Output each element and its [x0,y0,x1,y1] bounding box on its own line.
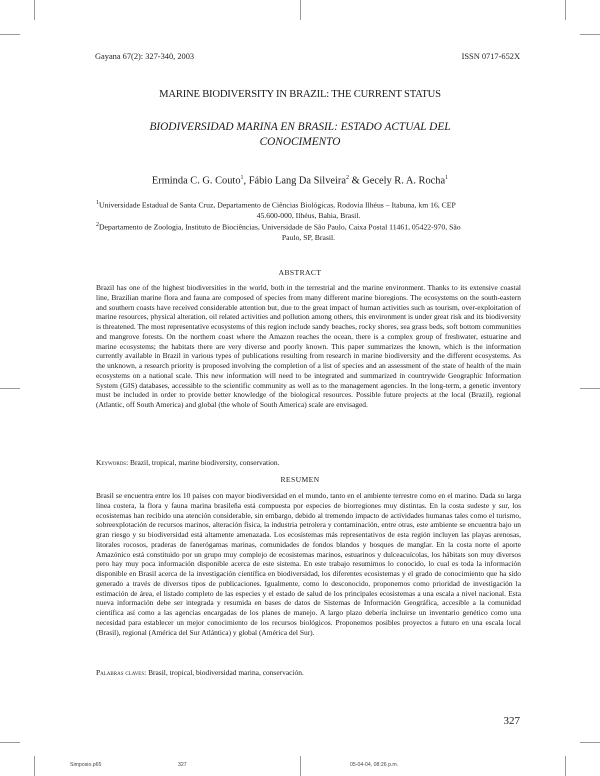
resumen-text: Brasil se encuentra entre los 10 países con mayor biodiversidad en el mundo, tanto en el ambiente terrestre como en el marino. Dada su larga línea costera, la flora y fauna marina brasileña está compuesta por especies de biorregiones muy distintas. En la costa sudeste y sur, los ecosistemas han recibido una atención considerable, sin embargo, debido al tremendo impacto de actividades humanas tales como el turismo, sobreexplotación de recursos marinos, alteración física, la industria petrolera y contaminación, entre otras, este ambiente se encuentra bajo un gran riesgo y su biodiversidad está altamente amenazada. Los ecosistemas más representativos de esta región incluyen las playas arenosas, litorales rocosos, praderas de fanerógamas marinas, comunidades de fondos blandos y bosques de manglar. En la costa norte el aporte Amazónico está constituido por un grupo muy complejo de ecosistemas marinos, estuarinos y dulceacuícolas, los hábitats son muy diversos pero hay muy poca información disponible acerca de este sistema. En este trabajo resumimos lo conocido, lo cual es toda la información disponible en Brasil acerca de la investigación científica en biodiversidad, los diferentes ecosistemas y el grado de conocimiento que ha sido generado a través de diversos tipos de publicaciones. Igualmente, como lo desconocido, proponemos como prioridad de investigación la estimación de área, el listado completo de las especies y el estado de salud de los principales ecosistemas a una escala a nivel nacional. Esta nueva información debe ser integrada y resumida en bases de datos de Sistemas de Información Geográfica, accesible a la comunidad científica así como a las agencias encargadas de los planes de manejo. A largo plazo debería incluirse un inventario genético como una necesidad para establecer un mejor conocimiento de los recursos biológicos. Proponemos posibles proyectos a futuro en una escala local (Brasil), regional (América del Sur Atlántica) y global (América del Sur). [96,491,521,637]
keywords [96,458,521,468]
crop-mark [34,0,35,20]
abstract-text: Brazil has one of the highest biodiversities in the world, both in the terrestrial and the marine environment. Thanks to its extensive coastal line, Brazilian marine flora and fauna are composed of species from many different marine bioregions. The ecosystems on the south-eastern and southern coasts have received considerable attention but, due to the great impact of human activities such as tourism, over-exploitation of marine resources, physical alteration, oil related activities and pollution among others, this environment is under great risk and its biodiversity is threatened. The most representative ecosystems of this region include sandy beaches, rocky shores, sea grass beds, soft bottom communities and mangrove forests. On the northern coast where the Amazon reaches the ocean, there is a complex group of freshwater, estuarine and marine ecosystems; the habitats there are very diverse and poorly known. This paper summarizes the known, which is the information currently available in Brazil in various types of publications resulting from research in marine biodiversity and the different ecosystems. As the unknown, a research priority is proposed involving the completion of a list of species and an assessment of the state of health of the main ecosystems on a national scale. This new information will need to be integrated and summarized in countrywide Geographic Information System (GIS) databases, accessible to the scientific community as well as to the management agencies. In the long-term, a genetic inventory must be included in order to provide better knowledge of the biological resources. Possible future projects at the local (Brazil), regional (Atlantic, off South America) and global (the whole of South America) scale are envisaged. [96,283,521,409]
keywords-label: Keywords [96,458,127,467]
crop-mark [580,34,600,35]
palabras-claves [96,668,521,678]
footer-filename: Simposio.p65 [70,762,102,768]
footer-page: 327 [178,762,187,768]
author-affiliation-mark: 1 [240,175,244,181]
crop-mark [0,34,20,35]
page-number: 327 [503,715,520,727]
crop-mark [300,756,301,776]
crop-mark [34,756,35,776]
crop-mark [580,388,600,389]
affiliation-line: 45.600-000, Ilhéus, Bahia, Brasil. [256,210,361,220]
title-spanish: BIODIVERSIDAD MARINA EN BRASIL: ESTADO ACTUAL DEL CONOCIMENTO [149,121,451,148]
palabras-claves-list: : Brasil, tropical, biodiversidad marina, conservación. [144,668,304,677]
author-affiliation-mark: 2 [345,175,349,181]
affiliation-line: Departamento de Zoologia, Instituto de Biociências, Universidade de São Paulo, Caixa Postal 11461, 05422-970, São [99,222,461,232]
keywords-list: : Brazil, tropical, marine biodiversity, conservation. [126,458,280,467]
author-separator: & [348,175,363,187]
abstract-heading: ABSTRACT [278,268,322,277]
author-name: Fábio Lang Da Silveira [248,175,346,187]
author-affiliation-mark: 1 [445,175,449,181]
author-separator: , [243,175,249,187]
palabras-claves-label: Palabras claves [96,668,145,677]
author-name: Erminda C. G. Couto [151,175,241,187]
author-list [80,175,520,186]
affiliation-mark: 2 [96,222,99,228]
resumen-heading: RESUMEN [280,475,320,484]
journal-citation: Gayana 67(2): 327-340, 2003 [95,52,195,61]
issn: ISSN 0717-652X [461,52,520,61]
crop-mark [300,0,301,20]
crop-mark [0,388,20,389]
author-name: Gecely R. A. Rocha [362,175,446,187]
footer-date: 05-04-04, 08:26 p.m. [350,762,399,768]
affiliation-mark: 1 [96,200,99,206]
affiliation-line: Paulo, SP, Brasil. [281,232,336,242]
crop-mark [565,0,566,20]
affiliation-line: Universidade Estadual de Santa Cruz, Departamento de Ciências Biológicas, Rodovia Ilhéus – Itabuna, km 16, CEP [99,200,456,210]
affiliation [97,220,521,243]
title-english: MARINE BIODIVERSITY IN BRAZIL: THE CURRENT STATUS [159,89,441,100]
crop-mark [580,742,600,743]
affiliation [97,198,521,221]
crop-mark [565,756,566,776]
crop-mark [0,742,20,743]
